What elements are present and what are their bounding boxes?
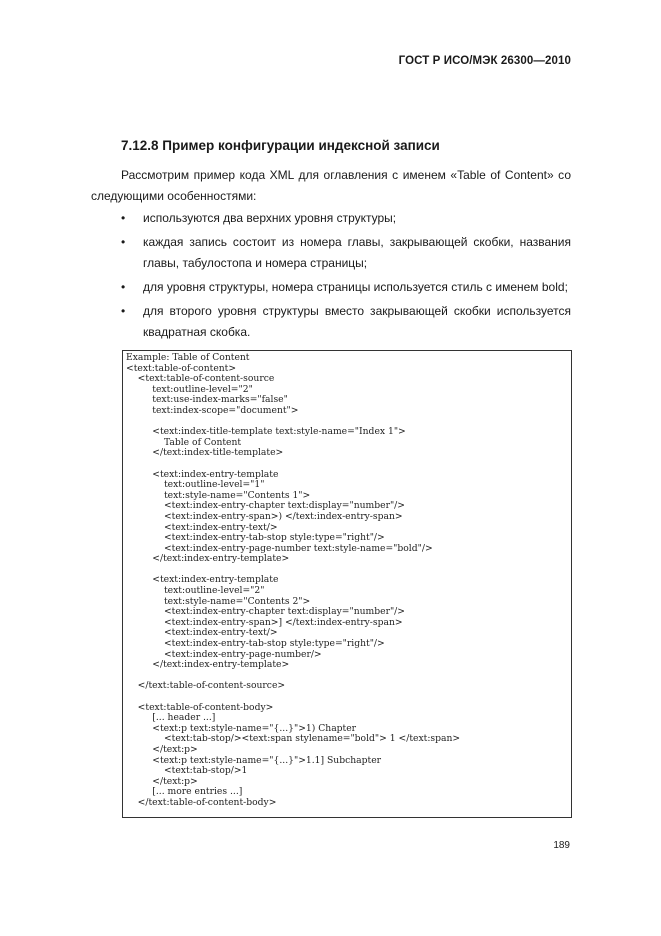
list-item-text: каждая запись состоит из номера главы, закрывающей скобки, названия главы, табулостопа и номера страницы; [143, 235, 571, 270]
list-item-text: для второго уровня структуры вместо закрывающей скобки используется квадратная скобка. [143, 304, 571, 339]
bullet-marker: • [121, 235, 126, 249]
feature-list [91, 208, 571, 346]
list-item [91, 208, 571, 229]
list-item [91, 301, 571, 343]
xml-code-listing: Example: Table of Content <text:table-of-content> <text:table-of-content-source text:outline-level="2" text:use-index-marks="false" text:index-scope="document"> <text:index-title-template text:style-name="Index 1"> Table of Content </text:index-title-template> <text:index-entry-template text:outline-level="1" text:style-name="Contents 1"> <text:index-entry-chapter text:display="number"/> <text:index-entry-span>) </text:index-entry-span> <text:index-entry-text/> <text:index-entry-tab-stop style:type="right"/> <text:index-entry-page-number text:style-name="bold"/> </text:index-entry-template> <text:index-entry-template text:outline-level="2" text:style-name="Contents 2"> <text:index-entry-chapter text:display="number"/> <text:index-entry-span>] </text:index-entry-span> <text:index-entry-text/> <text:index-entry-tab-stop style:type="right"/> <text:index-entry-page-number/> </text:index-entry-template> </text:table-of-content-source> <text:table-of-content-body> [... header ...] <text:p text:style-name="{...}">1) Chapter <text:tab-stop/><text:span stylename="bold"> 1 </text:span> </text:p> <text:p text:style-name="{...}">1.1] Subchapter <text:tab-stop/>1 </text:p> [... more entries ...] </text:table-of-content-body> [126, 352, 461, 808]
bullet-marker: • [121, 304, 126, 318]
list-item-text: используются два верхних уровня структуры; [143, 211, 397, 225]
list-item-text: для уровня структуры, номера страницы используется стиль с именем bold; [143, 280, 568, 294]
document-header: ГОСТ Р ИСО/МЭК 26300—2010 [398, 55, 571, 67]
section-title: 7.12.8 Пример конфигурации индексной записи [121, 138, 440, 153]
bullet-marker: • [121, 280, 126, 294]
list-item [91, 232, 571, 274]
intro-paragraph [91, 165, 571, 207]
code-example-box [122, 350, 572, 818]
bullet-marker: • [121, 211, 126, 225]
list-item [91, 277, 571, 298]
page-number: 189 [553, 840, 570, 851]
intro-text: Рассмотрим пример кода XML для оглавления с именем «Table of Content» со следующими особенностями: [91, 168, 571, 203]
